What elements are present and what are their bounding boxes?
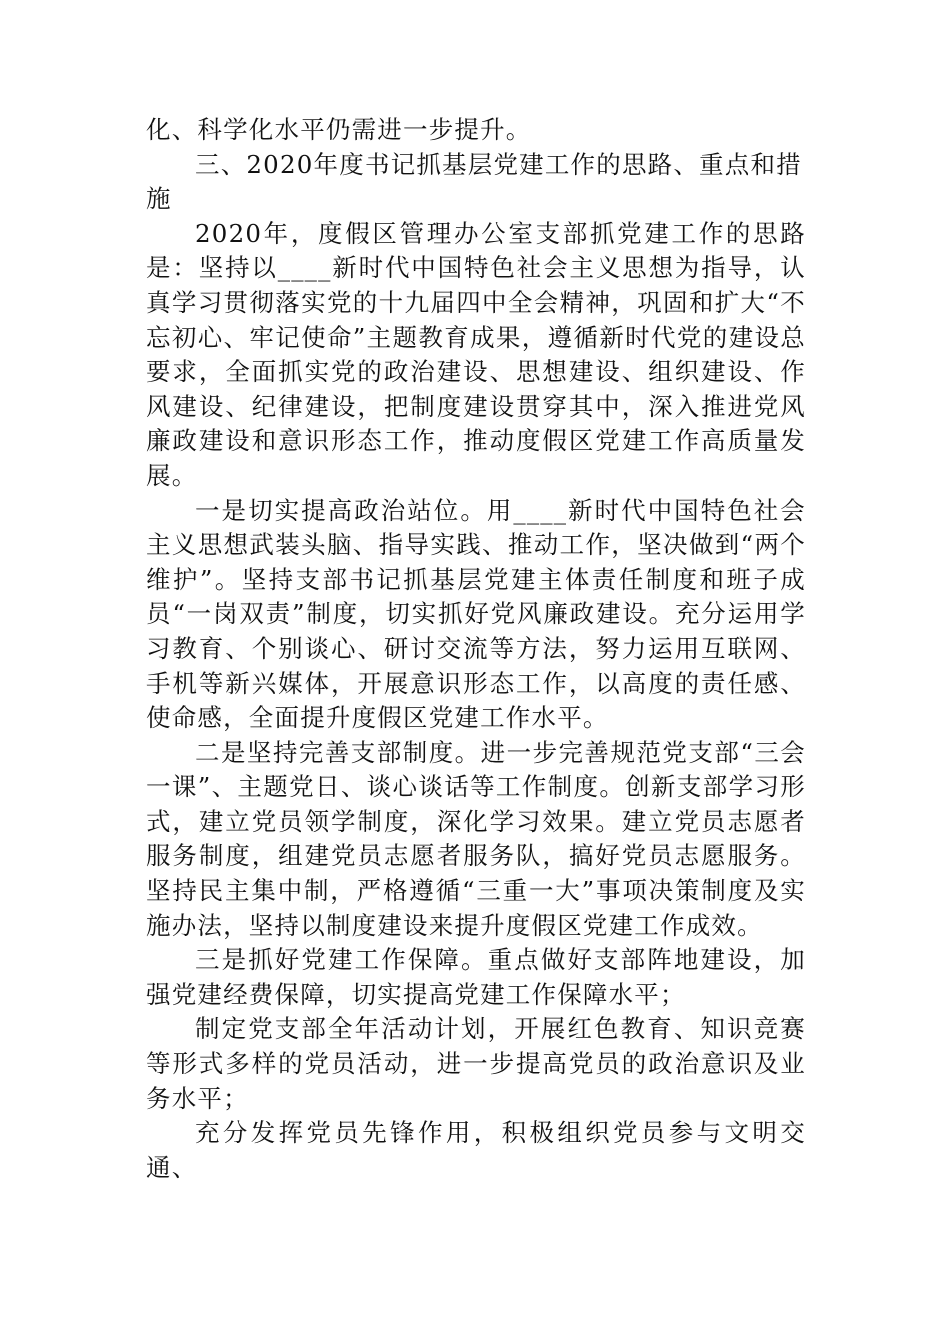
paragraph-continuation: 化、科学化水平仍需进一步提升。 (146, 115, 532, 144)
paragraph-point-one: 一是切实提高政治站位。用____新时代中国特色社会主义思想武装头脑、指导实践、推动工作，坚决做到“两个维护”。坚持支部书记抓基层党建主体责任制度和班子成员“一岗双责”制度，切实抓好党风廉政建设。充分运用学习教育、个别谈心、研讨交流等方法，努力运用互联网、手机等新兴媒体，开展意识形态工作，以高度的责任感、使命感，全面提升度假区党建工作水平。 (146, 495, 806, 733)
section-heading: 三、2020年度书记抓基层党建工作的思路、重点和措施 (146, 149, 802, 214)
paragraph-work-approach: 2020年，度假区管理办公室支部抓党建工作的思路是：坚持以____新时代中国特色社会主义思想为指导，认真学习贯彻落实党的十九届四中全会精神，巩固和扩大“不忘初心、牢记使命”主题教育成果，遵循新时代党的建设总要求，全面抓实党的政治建设、思想建设、组织建设、作风建设、纪律建设，把制度建设贯穿其中，深入推进党风廉政建设和意识形态工作，推动度假区党建工作高质量发展。 (146, 218, 806, 490)
paragraph-point-two: 二是坚持完善支部制度。进一步完善规范党支部“三会一课”、主题党日、谈心谈话等工作制度。创新支部学习形式，建立党员领学制度，深化学习效果。建立党员志愿者服务制度，组建党员志愿者服务队，搞好党员志愿服务。坚持民主集中制，严格遵循“三重一大”事项决策制度及实施办法，坚持以制度建设来提升度假区党建工作成效。 (146, 737, 806, 940)
paragraph-point-three: 三是抓好党建工作保障。重点做好支部阵地建设，加强党建经费保障，切实提高党建工作保障水平； (146, 945, 806, 1009)
paragraph-vanguard-role: 充分发挥党员先锋作用，积极组织党员参与文明交通、 (146, 1118, 806, 1182)
paragraph-activity-plan: 制定党支部全年活动计划，开展红色教育、知识竞赛等形式多样的党员活动，进一步提高党员的政治意识及业务水平； (146, 1014, 806, 1113)
document-body (146, 113, 806, 1185)
